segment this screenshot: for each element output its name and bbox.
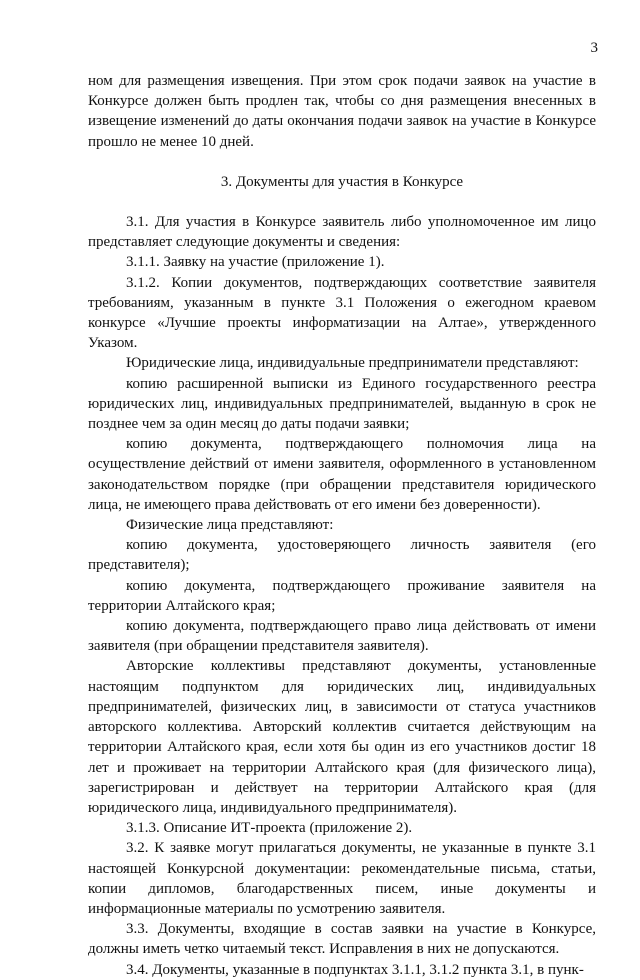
paragraph: копию документа, подтверждающего право лица действовать от имени заявителя (при обращении представителя заявителя).	[88, 618, 596, 655]
document-body	[88, 71, 596, 980]
paragraph: Юридические лица, индивидуальные предприниматели представляют:	[126, 355, 579, 372]
paragraph: 3.1.3. Описание ИТ-проекта (приложение 2).	[126, 820, 413, 837]
paragraph: копию документа, удостоверяющего личность заявителя (его представителя);	[88, 537, 596, 574]
paragraph: 3.4. Документы, указанные в подпунктах 3.1.1, 3.1.2 пункта 3.1, в пунк-	[126, 961, 584, 978]
paragraph: копию документа, подтверждающего полномочия лица на осуществление действий от имени заявителя, оформленного в установленном законодательством порядке (при обращении представителя юридического лица, не имеющего права действовать от его имени без доверенности).	[88, 436, 596, 513]
paragraph: копию документа, подтверждающего проживание заявителя на территории Алтайского края;	[88, 577, 596, 614]
paragraph: 3.1. Для участия в Конкурсе заявитель либо уполномоченное им лицо представляет следующие документы и сведения:	[88, 214, 596, 251]
paragraph: Авторские коллективы представляют документы, установленные настоящим подпунктом для юридических лиц, индивидуальных предпринимателей, физических лиц, в зависимости от статуса участников авторского коллектива. Авторский коллектив считается действующим на территории Алтайского края, если хотя бы один из его участников достиг 18 лет и проживает на территории Алтайского края (для физического лица), зарегистрирован и действует на территории Алтайского края (для юридического лица, индивидуального предпринимателя).	[88, 658, 596, 816]
section-heading: 3. Документы для участия в Конкурсе	[220, 173, 464, 190]
paragraph: ном для размещения извещения. При этом срок подачи заявок на участие в Конкурсе должен быть продлен так, чтобы со дня размещения внесенных в извещение изменений до даты окончания подачи заявок на участие в Конкурсе прошло не менее 10 дней.	[88, 73, 596, 150]
page-number: 3	[590, 40, 598, 56]
paragraph: 3.1.2. Копии документов, подтверждающих соответствие заявителя требованиям, указанным в пункте 3.1 Положения о ежегодном краевом конкурсе «Лучшие проекты информатизации на Алтае», утвержденного Указом.	[88, 274, 596, 352]
paragraph: 3.2. К заявке могут прилагаться документы, не указанные в пункте 3.1 настоящей Конкурсной документации: рекомендательные письма, статьи, копии дипломов, благодарственных писем, иные документы и информационные материалы по усмотрению заявителя.	[88, 840, 596, 917]
paragraph: 3.3. Документы, входящие в состав заявки на участие в Конкурсе, должны иметь четко читаемый текст. Исправления в них не допускаются.	[88, 921, 596, 958]
paragraph: копию расширенной выписки из Единого государственного реестра юридических лиц, индивидуальных предпринимателей, выданную в срок не позднее чем за один месяц до даты подачи заявки;	[88, 375, 596, 433]
paragraph: Физические лица представляют:	[126, 517, 334, 534]
paragraph: 3.1.1. Заявку на участие (приложение 1).	[126, 254, 385, 271]
